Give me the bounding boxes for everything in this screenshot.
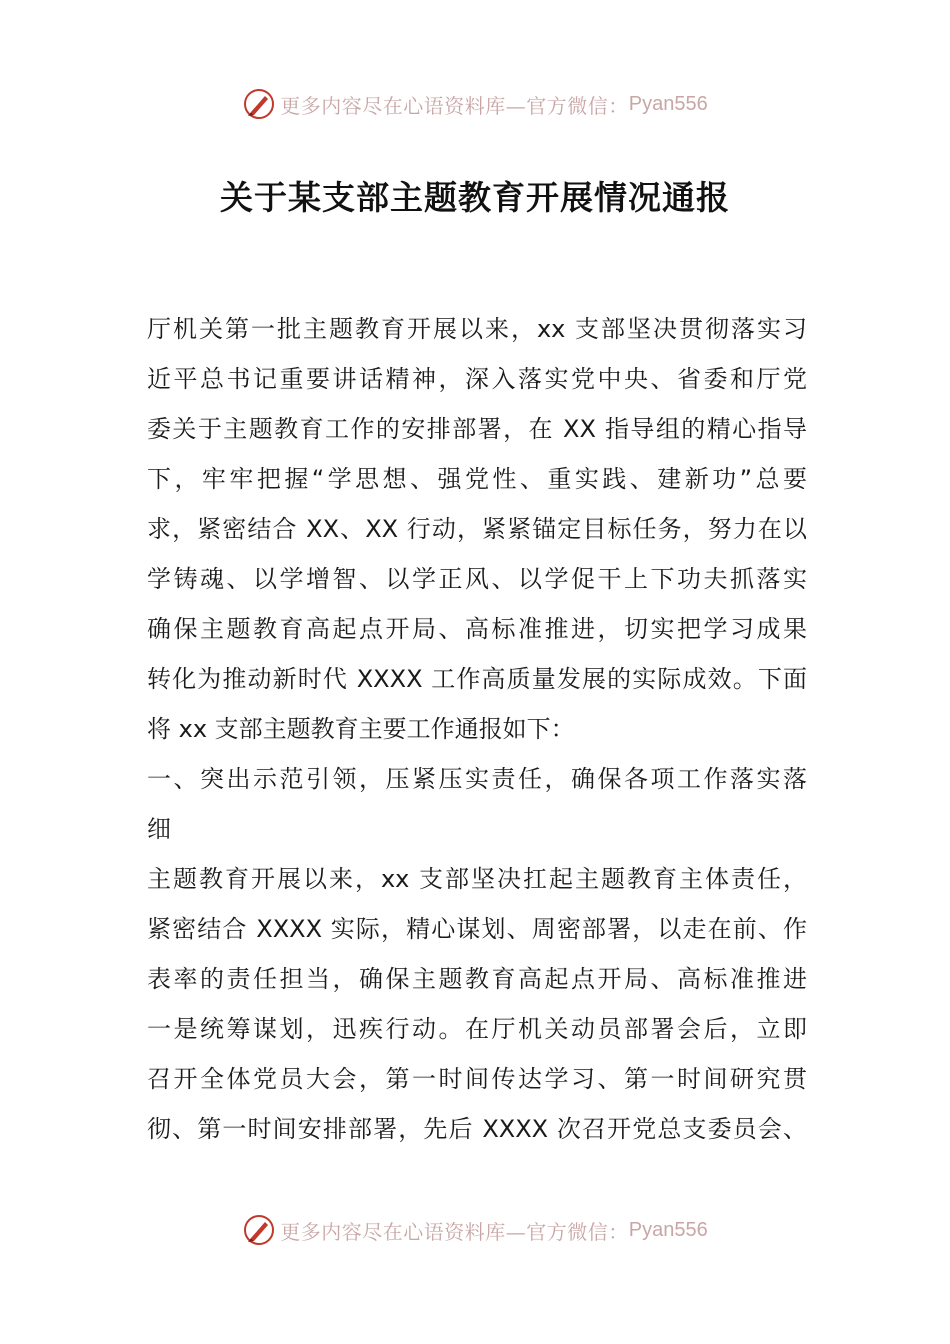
section-heading-line: 一、突出示范引领，压紧压实责任，确保各项工作落实落: [147, 765, 807, 793]
pen-logo-icon: [242, 1213, 276, 1247]
body-line: 转化为推动新时代 XXXX 工作高质量发展的实际成效。下面: [147, 665, 807, 693]
header-watermark: [0, 84, 950, 124]
watermark-wechat-id: Pyan556: [628, 92, 708, 115]
body-line: 确保主题教育高起点开局、高标准推进，切实把学习成果: [147, 615, 807, 643]
body-line: 厅机关第一批主题教育开展以来，xx 支部坚决贯彻落实习: [147, 315, 807, 343]
watermark-text: 更多内容尽在心语资料库—官方微信：: [280, 1219, 629, 1244]
section-heading-line: 细: [147, 815, 171, 843]
body-line: 主题教育开展以来，xx 支部坚决扛起主题教育主体责任，: [147, 865, 807, 893]
footer-watermark: [0, 1210, 950, 1250]
body-line: 委关于主题教育工作的安排部署，在 XX 指导组的精心指导: [147, 415, 807, 443]
watermark-text: 更多内容尽在心语资料库—官方微信：: [280, 93, 629, 118]
body-line: 表率的责任担当，确保主题教育高起点开局、高标准推进: [147, 965, 807, 993]
document-body: [147, 304, 807, 1154]
body-line: 紧密结合 XXXX 实际，精心谋划、周密部署，以走在前、作: [147, 915, 807, 943]
body-line: 求，紧密结合 XX、XX 行动，紧紧锚定目标任务，努力在以: [147, 515, 807, 543]
document-title: 关于某支部主题教育开展情况通报: [220, 178, 730, 217]
body-line: 一是统筹谋划，迅疾行动。在厅机关动员部署会后，立即: [147, 1015, 807, 1043]
body-line: 近平总书记重要讲话精神，深入落实党中央、省委和厅党: [147, 365, 807, 393]
body-line: 学铸魂、以学增智、以学正风、以学促干上下功夫抓落实: [147, 565, 807, 593]
body-line: 彻、第一时间安排部署，先后 XXXX 次召开党总支委员会、: [147, 1115, 807, 1143]
body-line: 下，牢牢把握“学思想、强党性、重实践、建新功”总要: [147, 465, 807, 493]
body-line: 将 xx 支部主题教育主要工作通报如下：: [147, 715, 575, 743]
pen-logo-icon: [242, 87, 276, 121]
body-line: 召开全体党员大会，第一时间传达学习、第一时间研究贯: [147, 1065, 807, 1093]
watermark-wechat-id: Pyan556: [628, 1218, 708, 1241]
